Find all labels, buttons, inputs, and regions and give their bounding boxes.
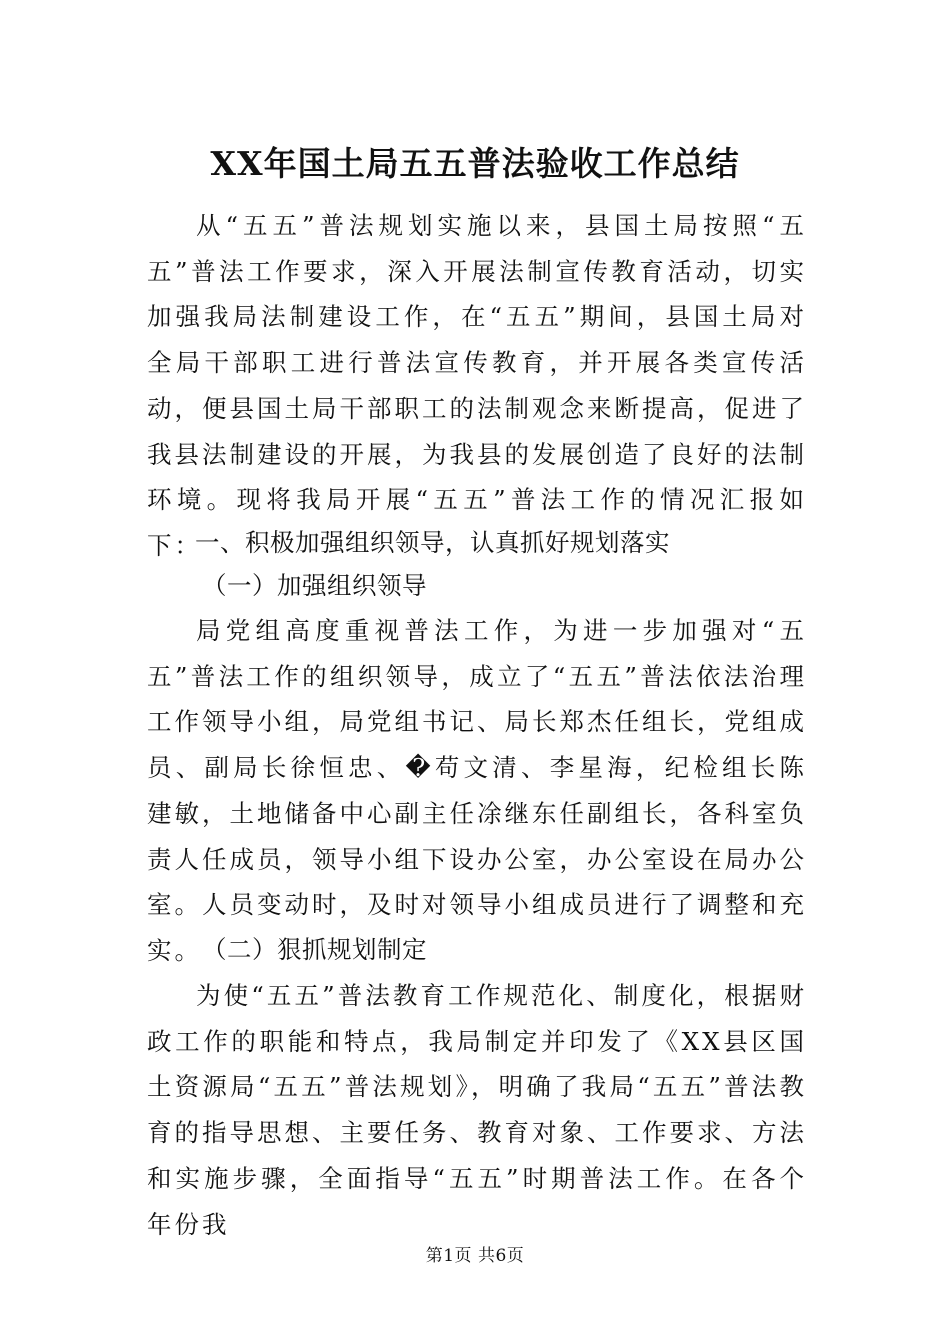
document-title: XX年国土局五五普法验收工作总结	[210, 144, 740, 183]
subsection-2-heading: （二）狠抓规划制定	[202, 935, 427, 964]
subsection-1-heading: （一）加强组织领导	[202, 571, 427, 600]
section-1-heading: 一、积极加强组织领导，认真抓好规划落实	[195, 528, 670, 557]
paragraph-organization: 局党组高度重视普法工作，为进一步加强对“五五”普法工作的组织领导，成立了“五五”普法依法治理工作领导小组，局党组书记、局长郑杰任组长，党组成员、副局长徐恒忠、�苟文清、李星海，纪检组长陈建敏，土地储备中心副主任凃继东任副组长，各科室负责人任成员，领导小组下设办公室，办公室设在局办公室。人员变动时，及时对领导小组成员进行了调整和充实。	[147, 616, 807, 965]
page-footer: 第1页 共6页	[425, 1246, 525, 1266]
intro-paragraph: 从“五五”普法规划实施以来，县国土局按照“五五”普法工作要求，深入开展法制宣传教育活动，切实加强我局法制建设工作，在“五五”期间，县国土局对全局干部职工进行普法宣传教育，并开展各类宣传活动，便县国土局干部职工的法制观念来断提高，促进了我县法制建设的开展，为我县的发展创造了良好的法制环境。现将我局开展“五五”普法工作的情况汇报如下：	[147, 211, 807, 560]
paragraph-planning: 为使“五五”普法教育工作规范化、制度化，根据财政工作的职能和特点，我局制定并印发了《XX县区国土资源局“五五”普法规划》，明确了我局“五五”普法教育的指导思想、主要任务、教育对象、工作要求、方法和实施步骤，全面指导“五五”时期普法工作。在各个年份我	[147, 981, 807, 1239]
